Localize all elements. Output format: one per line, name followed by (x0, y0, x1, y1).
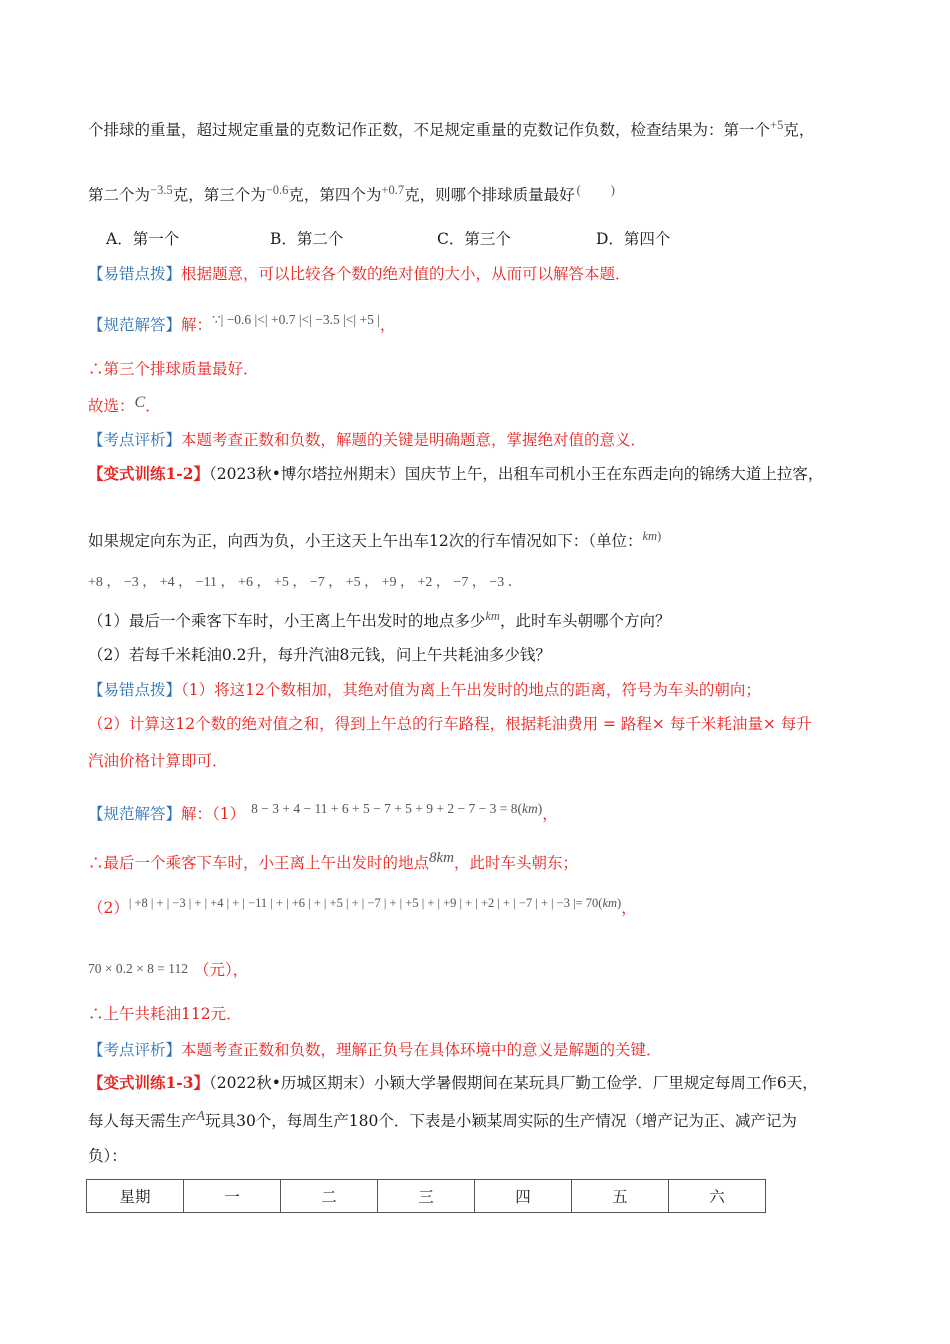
tip-line: 【易错点拨】根据题意，可以比较各个数的绝对值的大小，从而可以解答本题． (88, 265, 631, 283)
exercise-1-2-tag: 【变式训练1-2】 (88, 464, 210, 483)
solution-2-line-2: $(2)^{| +8 | + | -3 | + | +4 | + | -11 | + | +6 | + | +5 | + | -7 | + | +5 | + | +9 | + | +2 | + | -7 | + | -3 |= 70(km)}$， (88, 896, 637, 917)
solution-line: 【规范解答】解：∵| −0.6 |<| +0.7 |<| −3.5 |<| +5 |， (88, 312, 396, 334)
option-c: C．第三个 (437, 230, 511, 248)
calc-line: 70 × 0.2 × 8 = 112 （元）， (88, 961, 249, 979)
conclusion-2: ∴上午共耗油112元． (88, 1005, 242, 1023)
table-cell: 五 (572, 1180, 669, 1213)
tip-line-2b: （2）计算这12个数的绝对值之和，得到上午总的行车路程，根据耗油费用 = 路程× 每千米耗油量× 每升 (88, 715, 812, 733)
conclusion: ∴第三个排球质量最好． (88, 360, 259, 378)
option-b: B．第二个 (270, 230, 344, 248)
table-cell: 二 (281, 1180, 378, 1213)
review-tag: 【考点评析】 (88, 431, 182, 449)
sub-question-1: （1）最后一个乘客下车时，小王离上午出发时的地点多少$^{km}$，此时车头朝哪个方向？ (88, 609, 671, 630)
exercise-1-3-line-1: 【变式训练1-3】（2022秋•历城区期末）小颖大学暑假期间在某玩具厂勤工俭学．厂里规定每周工作6天， (88, 1073, 818, 1092)
question-line-1: 个排球的重量，超过规定重量的克数记作正数，不足规定重量的克数记作负数，检查结果为：第一个$^{+5}$克， (88, 118, 815, 139)
table-cell: 一 (184, 1180, 281, 1213)
tip-line-2: 【易错点拨】（1）将这12个数相加，其绝对值为离上午出发时的地点的距离，符号为车头的朝向； (88, 681, 761, 699)
choose-line: 故选：C． (88, 394, 161, 415)
table-cell: 三 (378, 1180, 475, 1213)
exercise-1-3-line-2: 每人每天需生产A玩具30个，每周生产180个．下表是小颖某周实际的生产情况（增产记为正、减产记为 (88, 1109, 797, 1130)
exercise-1-3-line-3: 负）： (88, 1147, 127, 1165)
table-cell: 星期 (87, 1180, 184, 1213)
production-table (86, 1179, 766, 1213)
option-a: A．第一个 (106, 230, 180, 248)
solution-2-line-1: 【规范解答】解：（1） 8 − 3 + 4 − 11 + 6 + 5 − 7 + 5 + 9 + 2 − 7 − 3 = 8(km)， (88, 801, 558, 823)
exercise-1-3-tag: 【变式训练1-3】 (88, 1073, 210, 1092)
sub-question-2: （2）若每千米耗油0.2升，每升汽油8元钱，问上午共耗油多少钱？ (88, 646, 551, 664)
tip-tag: 【易错点拨】 (88, 265, 182, 283)
solution-math: ∵| −0.6 |<| +0.7 |<| −3.5 |<| +5 | (212, 312, 380, 327)
data-values: +8 ， −3 ， +4 ， −11 ， +6 ， +5 ， −7 ， +5 ， +9 ， +2 ， −7 ， −3 ． (88, 575, 522, 590)
table-header-row (87, 1180, 766, 1213)
solution-2-conclusion-1: ∴最后一个乘客下车时，小王离上午出发时的地点8km，此时车头朝东； (88, 850, 579, 872)
solution-tag: 【规范解答】 (88, 316, 182, 334)
option-d: D．第四个 (596, 230, 671, 248)
question-line-2: 第二个为$^{-3.5}$克，第三个为$^{-0.6}$克，第四个为$^{+0.7}$克，则哪个排球质量最好 ( ) (88, 183, 615, 204)
math-plus5: +5 (770, 118, 784, 132)
review-line-2: 【考点评析】本题考查正数和负数，理解正负号在具体环境中的意义是解题的关键． (88, 1041, 662, 1059)
review-line: 【考点评析】本题考查正数和负数，解题的关键是明确题意，掌握绝对值的意义． (88, 431, 647, 449)
exercise-1-2-line-2: 如果规定向东为正，向西为负，小王这天上午出车12次的行车情况如下：（单位：$^{km)}$ (88, 529, 662, 550)
table-cell: 四 (475, 1180, 572, 1213)
exercise-1-2-line-1: 【变式训练1-2】（2023秋•博尔塔拉州期末）国庆节上午，出租车司机小王在东西走向的锦绣大道上拉客， (88, 464, 824, 483)
tip-line-2c: 汽油价格计算即可． (88, 752, 228, 770)
table-cell: 六 (669, 1180, 766, 1213)
